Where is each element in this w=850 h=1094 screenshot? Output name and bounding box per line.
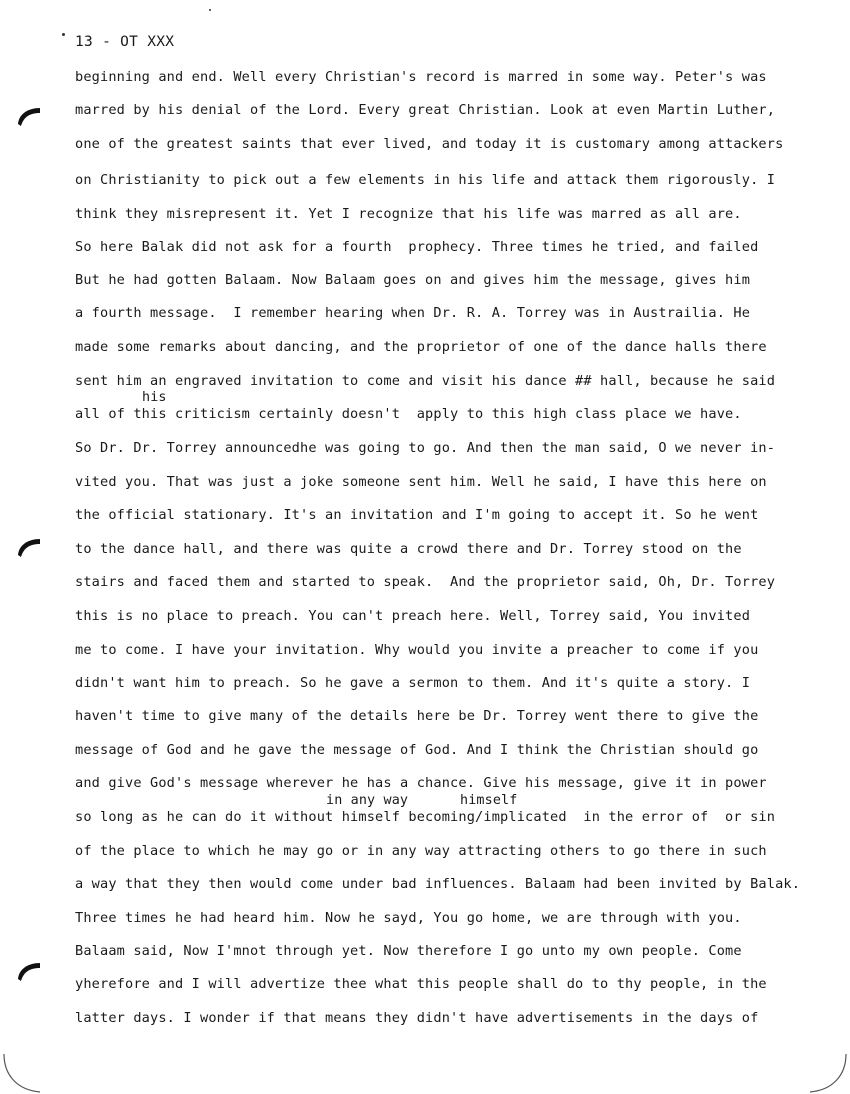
body-line: latter days. I wonder if that means they didn't have advertisements in the days of [75, 1010, 759, 1026]
body-line: the official stationary. It's an invitation and I'm going to accept it. So he went [75, 507, 759, 523]
insertion-his: his [142, 390, 167, 405]
body-line: me to come. I have your invitation. Why would you invite a preacher to come if you [75, 642, 759, 658]
body-line: yherefore and I will advertize thee what this people shall do to thy people, in the [75, 976, 767, 992]
body-line: made some remarks about dancing, and the proprietor of one of the dance halls there [75, 339, 767, 355]
body-line: so long as he can do it without himself becoming/implicated in the error of or sin [75, 809, 776, 825]
body-line: think they misrepresent it. Yet I recognize that his life was marred as all are. [75, 206, 742, 222]
body-line: a fourth message. I remember hearing when Dr. R. A. Torrey was in Austrailia. He [75, 305, 751, 321]
body-line: didn't want him to preach. So he gave a sermon to them. And it's quite a story. I [75, 675, 751, 691]
body-line: beginning and end. Well every Christian's record is marred in some way. Peter's was [75, 69, 767, 85]
body-line: stairs and faced them and started to speak. And the proprietor said, Oh, Dr. Torrey [75, 574, 776, 590]
body-line: to the dance hall, and there was quite a crowd there and Dr. Torrey stood on the [75, 541, 742, 557]
body-line: So here Balak did not ask for a fourth prophecy. Three times he tried, and failed [75, 239, 759, 255]
body-line: Balaam said, Now I'mnot through yet. Now therefore I go unto my own people. Come [75, 943, 742, 959]
body-line: this is no place to preach. You can't preach here. Well, Torrey said, You invited [75, 608, 751, 624]
stray-dot-mark-top [209, 9, 211, 11]
body-line: message of God and he gave the message of God. And I think the Christian should go [75, 742, 759, 758]
page-corner-right-icon [810, 1054, 850, 1094]
body-line: marred by his denial of the Lord. Every great Christian. Look at even Martin Luther, [75, 102, 776, 118]
body-line: on Christianity to pick out a few elements in his life and attack them rigorously. I [75, 172, 776, 188]
punch-mark-icon [16, 102, 46, 132]
insertion-himself: himself [460, 793, 518, 808]
body-line: But he had gotten Balaam. Now Balaam goes on and gives him the message, gives him [75, 272, 751, 288]
body-line: So Dr. Dr. Torrey announcedhe was going to go. And then the man said, O we never in- [75, 440, 776, 456]
body-line: sent him an engraved invitation to come and visit his dance ## hall, because he said [75, 373, 776, 389]
stray-dot-mark [62, 33, 65, 36]
punch-mark-icon [16, 957, 46, 987]
body-line: all of this criticism certainly doesn't apply to this high class place we have. [75, 406, 742, 422]
body-line: haven't time to give many of the details here be Dr. Torrey went there to give the [75, 708, 759, 724]
page-header-label: 13 - OT XXX [75, 34, 175, 50]
body-line: vited you. That was just a joke someone sent him. Well he said, I have this here on [75, 474, 767, 490]
page-corner-left-icon [0, 1054, 40, 1094]
body-line: one of the greatest saints that ever lived, and today it is customary among attackers [75, 136, 784, 152]
body-line: and give God's message wherever he has a chance. Give his message, give it in power [75, 775, 767, 791]
insertion-in-any-way: in any way [326, 793, 409, 808]
body-line: of the place to which he may go or in any way attracting others to go there in such [75, 843, 767, 859]
body-line: Three times he had heard him. Now he sayd, You go home, we are through with you. [75, 910, 742, 926]
punch-mark-icon [16, 533, 46, 563]
body-line: a way that they then would come under bad influences. Balaam had been invited by Balak. [75, 876, 801, 892]
